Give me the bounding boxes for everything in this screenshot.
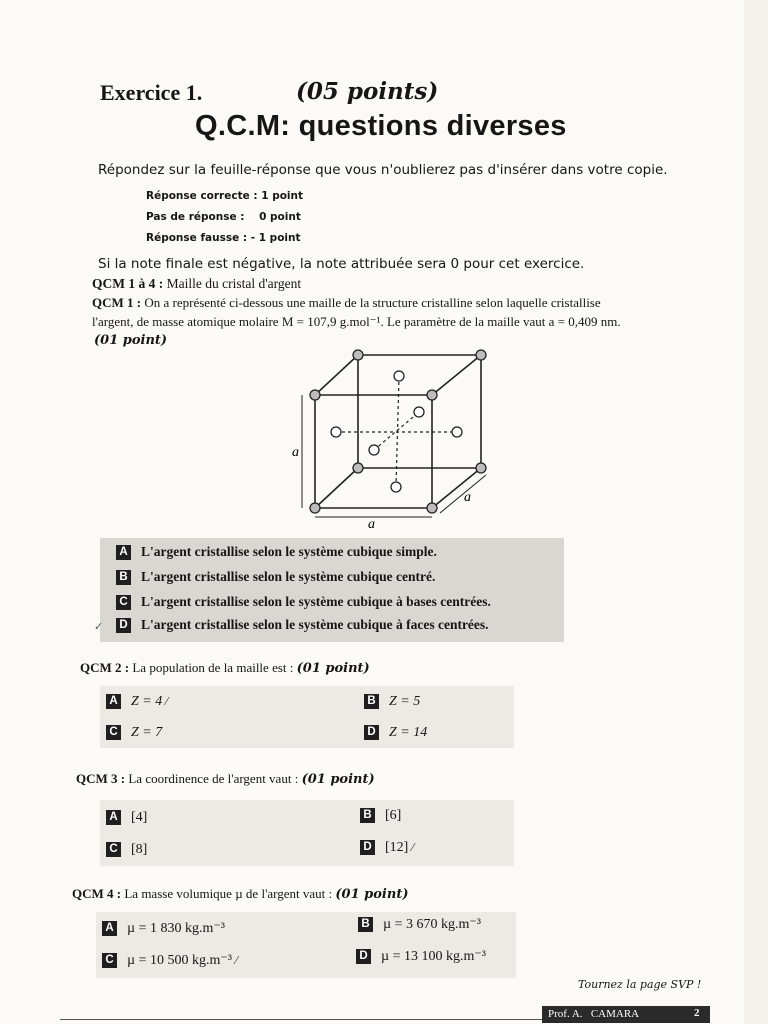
fcc-unit-cell-diagram (290, 345, 500, 530)
footer-author: Prof. A. CAMARA (548, 1008, 640, 1020)
qcm3-option-b[interactable]: B [6] (360, 808, 401, 824)
option-letter-a: A (106, 810, 121, 825)
corner-atom (310, 390, 320, 400)
option-letter-b: B (116, 570, 131, 585)
option-letter-a: A (102, 921, 117, 936)
edge-label-bottom: a (368, 517, 375, 530)
option-letter-c: C (106, 725, 121, 740)
qcm1-points: (01 point) (94, 333, 168, 348)
exercise-subtitle: Q.C.M: questions diverses (195, 110, 567, 142)
face-atom (452, 427, 462, 437)
corner-atom (476, 463, 486, 473)
qcm1-line1: QCM 1 : On a représenté ci-dessous une maille de la structure cristalline selon laquelle cristallise (92, 295, 601, 310)
face-atom (391, 482, 401, 492)
qcm3-question: QCM 3 : La coordinence de l'argent vaut : (01 point) (76, 771, 375, 787)
qcm2-option-c[interactable]: C Z = 7 (106, 725, 162, 741)
qcm1-label: QCM 1 : (92, 295, 142, 310)
qcm1-option-a[interactable]: A L'argent cristallise selon le système cubique simple. (116, 544, 437, 560)
page-number: 2 (694, 1007, 700, 1019)
edge-label-vertical: a (292, 445, 299, 460)
check-mark-icon: ✓ (94, 620, 104, 633)
exercise-title: Exercice 1. (100, 80, 203, 105)
footer-rule (60, 1019, 545, 1020)
group-heading: QCM 1 à 4 : Maille du cristal d'argent (92, 276, 302, 291)
score-none: Pas de réponse : 0 point (146, 211, 301, 223)
qcm2-option-b[interactable]: B Z = 5 (364, 694, 420, 710)
exercise-points: (05 points) (296, 78, 439, 105)
option-letter-d: D (364, 725, 379, 740)
option-letter-c: C (106, 842, 121, 857)
option-letter-c: C (116, 595, 131, 610)
option-letter-a: A (106, 694, 121, 709)
qcm4-option-c[interactable]: C µ = 10 500 kg.m⁻³ ⁄ (102, 952, 237, 969)
instruction-text: Répondez sur la feuille-réponse que vous n'oublierez pas d'insérer dans votre copie. (98, 162, 668, 178)
option-letter-c: C (102, 953, 117, 968)
turn-page-note: Tournez la page SVP ! (578, 978, 702, 991)
corner-atom (310, 503, 320, 513)
face-atom (414, 407, 424, 417)
corner-atom (476, 350, 486, 360)
face-atom (394, 371, 404, 381)
option-letter-d: D (116, 618, 131, 633)
qcm4-option-d[interactable]: D µ = 13 100 kg.m⁻³ (356, 948, 486, 965)
corner-atom (353, 350, 363, 360)
corner-atom (353, 463, 363, 473)
qcm4-question: QCM 4 : La masse volumique µ de l'argent vaut : (01 point) (72, 886, 409, 902)
option-letter-d: D (356, 949, 371, 964)
qcm1-line2: l'argent, de masse atomique molaire M = 107,9 g.mol⁻¹. Le paramètre de la maille vaut a = 0,409 nm. (92, 314, 621, 329)
face-atom (331, 427, 341, 437)
face-atom (369, 445, 379, 455)
qcm4-option-b[interactable]: B µ = 3 670 kg.m⁻³ (358, 916, 481, 933)
negative-note: Si la note finale est négative, la note attribuée sera 0 pour cet exercice. (98, 256, 585, 272)
option-letter-b: B (360, 808, 375, 823)
qcm1-option-b[interactable]: B L'argent cristallise selon le système cubique centré. (116, 569, 435, 585)
option-letter-b: B (358, 917, 373, 932)
qcm4-option-a[interactable]: A µ = 1 830 kg.m⁻³ (102, 920, 225, 937)
option-letter-d: D (360, 840, 375, 855)
edge-label-depth: a (464, 490, 471, 505)
qcm2-option-a[interactable]: A Z = 4 ⁄ (106, 694, 168, 710)
qcm3-options-band (100, 800, 514, 866)
qcm1-option-d[interactable]: D L'argent cristallise selon le système cubique à faces centrées. (116, 617, 489, 633)
qcm2-option-d[interactable]: D Z = 14 (364, 725, 427, 741)
score-wrong: Réponse fausse : - 1 point (146, 232, 301, 244)
qcm3-option-d[interactable]: D [12] ⁄ (360, 840, 414, 856)
corner-atom (427, 390, 437, 400)
option-letter-b: B (364, 694, 379, 709)
corner-atom (427, 503, 437, 513)
qcm3-option-c[interactable]: C [8] (106, 842, 147, 858)
score-correct: Réponse correcte : 1 point (146, 190, 304, 202)
qcm2-question: QCM 2 : La population de la maille est : (01 point) (80, 660, 370, 676)
option-letter-a: A (116, 545, 131, 560)
qcm3-option-a[interactable]: A [4] (106, 810, 147, 826)
qcm1-option-c[interactable]: C L'argent cristallise selon le système cubique à bases centrées. (116, 594, 491, 610)
